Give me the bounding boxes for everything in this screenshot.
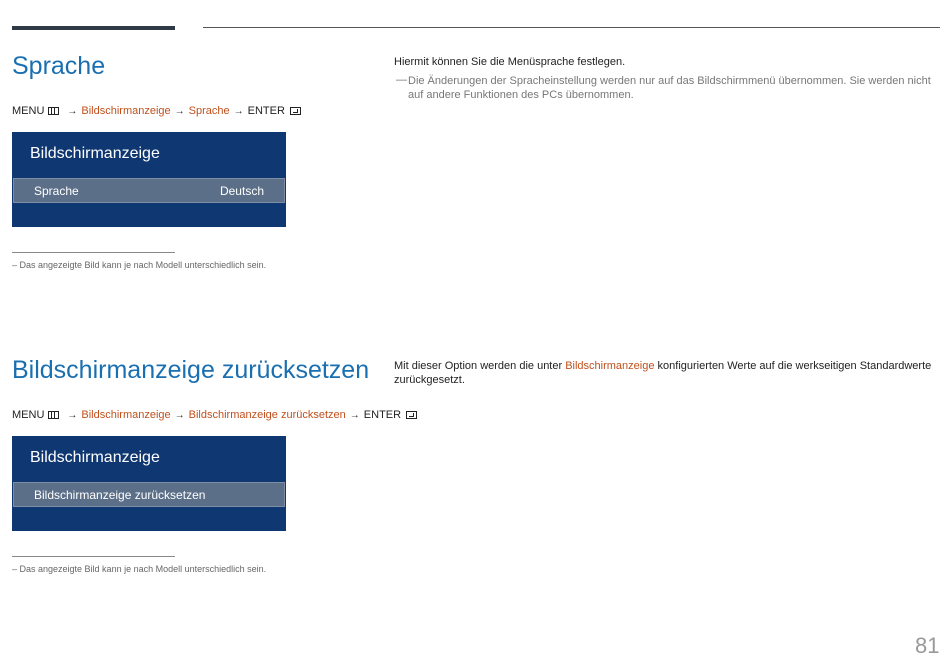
description-link-bildschirmanzeige[interactable]: Bildschirmanzeige <box>565 360 655 372</box>
section-title-sprache: Sprache <box>12 52 106 80</box>
enter-label: ENTER <box>363 409 402 421</box>
osd-header: Bildschirmanzeige <box>30 449 160 466</box>
header-rule-thin <box>203 27 940 28</box>
note-dash: ― <box>396 74 407 86</box>
description-sprache: Hiermit können Sie die Menüsprache festlegen. <box>394 56 626 68</box>
menu-label: MENU <box>12 105 45 117</box>
arrow-right-icon: → <box>67 409 78 421</box>
osd-row-value: Deutsch <box>219 183 264 198</box>
footnote: – Das angezeigte Bild kann je nach Modell unterschiedlich sein. <box>12 260 267 270</box>
path-link-sprache[interactable]: Sprache <box>188 105 230 117</box>
osd-menu-reset <box>12 436 286 531</box>
enter-icon <box>406 411 417 419</box>
note-sprache <box>396 74 940 102</box>
menu-grid-icon <box>48 107 59 115</box>
note-text: Die Änderungen der Spracheinstellung werden nur auf das Bildschirmmenü übernommen. Sie werden nicht auf andere Funktionen des PCs übernommen. <box>408 75 931 101</box>
section-title-reset: Bildschirmanzeige zurücksetzen <box>12 356 370 384</box>
osd-row-sprache[interactable] <box>13 178 285 203</box>
osd-row-label: Bildschirmanzeige zurücksetzen <box>34 487 206 502</box>
arrow-right-icon: → <box>174 409 185 421</box>
arrow-right-icon: → <box>233 105 244 117</box>
footnote-rule <box>12 556 175 557</box>
header-rule-thick <box>12 26 175 30</box>
path-link-reset[interactable]: Bildschirmanzeige zurücksetzen <box>188 409 346 421</box>
osd-row-reset[interactable] <box>13 482 285 507</box>
menu-path-reset <box>12 409 417 421</box>
description-text: Mit dieser Option werden die unter <box>394 360 566 372</box>
arrow-right-icon: → <box>174 105 185 117</box>
footnote-rule <box>12 252 175 253</box>
path-link-bildschirmanzeige[interactable]: Bildschirmanzeige <box>81 105 171 117</box>
footnote: – Das angezeigte Bild kann je nach Modell unterschiedlich sein. <box>12 564 267 574</box>
path-link-bildschirmanzeige[interactable]: Bildschirmanzeige <box>81 409 171 421</box>
menu-path-sprache <box>12 105 301 117</box>
menu-label: MENU <box>12 409 45 421</box>
enter-label: ENTER <box>247 105 285 117</box>
osd-row-label: Sprache <box>34 183 79 198</box>
enter-icon <box>290 107 301 115</box>
osd-footer <box>12 509 286 531</box>
description-text: konfigurierten Werte auf die werkseitigen Standardwerte zurückgesetzt. <box>394 360 932 386</box>
menu-grid-icon <box>48 411 59 419</box>
arrow-right-icon: → <box>67 105 78 117</box>
arrow-right-icon: → <box>349 409 360 421</box>
osd-menu-sprache <box>12 132 286 227</box>
osd-header: Bildschirmanzeige <box>30 145 160 162</box>
page-number: 81 <box>915 633 940 658</box>
description-reset <box>394 359 939 387</box>
osd-footer <box>12 205 286 227</box>
